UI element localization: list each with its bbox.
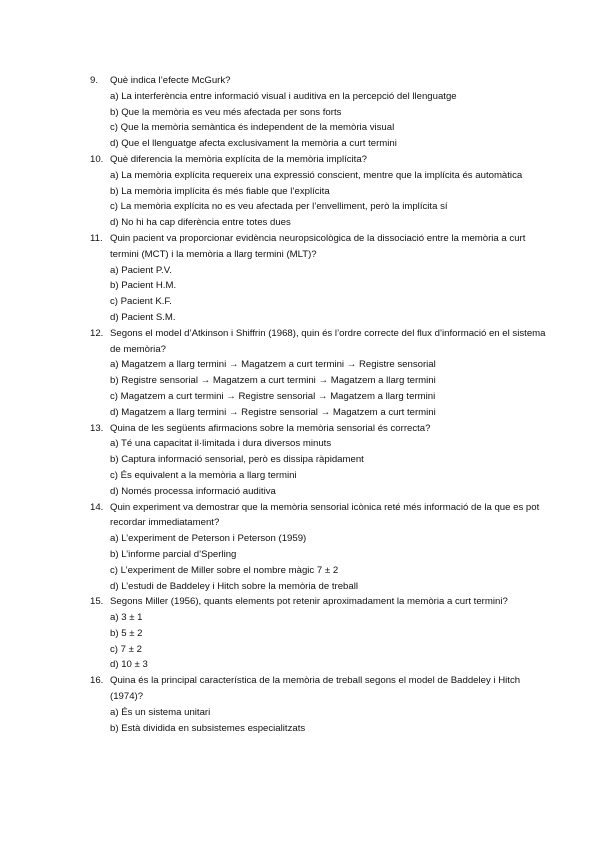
question-text: Quin pacient va proporcionar evidència neuropsicològica de la dissociació entre la memòria a curt termini (MCT) i la memòria a llarg termini (MLT)? (110, 232, 526, 260)
option-d: d) 10 ± 3 (110, 659, 148, 671)
question-14 (90, 500, 560, 595)
option-b: b) Que la memòria es veu més afectada per sons forts (110, 106, 342, 118)
option-c: c) Magatzem a curt termini → Registre sensorial → Magatzem a llarg termini (110, 390, 436, 402)
option-b: b) Pacient H.M. (110, 280, 177, 292)
question-line (90, 500, 560, 532)
option-a: a) La interferència entre informació visual i auditiva en la percepció del llenguatge (110, 90, 457, 102)
option-b: b) Registre sensorial → Magatzem a curt termini → Magatzem a llarg termini (110, 375, 436, 387)
option-a: a) Té una capacitat il·limitada i dura diversos minuts (110, 438, 332, 450)
option-d: d) Només processa informació auditiva (110, 485, 276, 497)
question-15 (90, 594, 560, 673)
option-b: b) Està dividida en subsistemes especialitzats (110, 722, 306, 734)
question-line (90, 326, 560, 358)
question-number: 11. (90, 232, 103, 244)
option-b: b) Captura informació sensorial, però es dissipa ràpidament (110, 454, 364, 466)
question-10 (90, 152, 560, 231)
question-number: 12. (90, 327, 104, 339)
question-number: 15. (90, 596, 104, 608)
question-line (90, 73, 560, 89)
question-text: Segons Miller (1956), quants elements pot retenir aproximadament la memòria a curt termini? (110, 596, 508, 608)
question-text: Què indica l’efecte McGurk? (110, 75, 231, 86)
question-line (90, 594, 560, 610)
question-text: Quin experiment va demostrar que la memòria sensorial icònica reté més informació de la que es pot recordar immediatament? (110, 501, 540, 529)
question-text: Quina de les següents afirmacions sobre la memòria sensorial és correcta? (110, 422, 431, 434)
option-d: d) Que el llenguatge afecta exclusivament la memòria a curt termini (110, 138, 397, 150)
option-c: c) Que la memòria semàntica és independent de la memòria visual (110, 122, 395, 134)
question-line (90, 673, 560, 705)
question-11 (90, 231, 560, 326)
option-b: b) 5 ± 2 (110, 627, 143, 639)
question-line (90, 231, 560, 263)
question-number: 14. (90, 501, 104, 513)
question-line (90, 152, 560, 168)
question-12 (90, 326, 560, 421)
question-number: 13. (90, 422, 104, 434)
option-b: b) L’informe parcial d’Sperling (110, 548, 237, 560)
option-c: c) L’experiment de Miller sobre el nombre màgic 7 ± 2 (110, 564, 339, 576)
option-a: a) Pacient P.V. (110, 264, 172, 276)
question-text: Quina és la principal característica de la memòria de treball segons el model de Baddeley i Hitch (1974)? (110, 675, 521, 703)
question-number: 16. (90, 675, 104, 687)
option-a: a) 3 ± 1 (110, 612, 143, 624)
option-a: a) És un sistema unitari (110, 706, 211, 718)
option-c: c) 7 ± 2 (110, 643, 142, 655)
option-a: a) L’experiment de Peterson i Peterson (1959) (110, 533, 307, 545)
option-a: a) Magatzem a llarg termini → Magatzem a curt termini → Registre sensorial (110, 359, 436, 371)
question-9 (90, 73, 560, 152)
option-c: c) Pacient K.F. (110, 296, 172, 308)
question-number: 9. (90, 75, 99, 86)
question-line (90, 421, 560, 437)
question-text: Segons el model d’Atkinson i Shiffrin (1968), quin és l’ordre correcte del flux d’informació en el sistema de memòria? (110, 327, 546, 355)
option-d: d) Pacient S.M. (110, 311, 176, 323)
option-c: c) És equivalent a la memòria a llarg termini (110, 469, 297, 481)
option-d: d) L’estudi de Baddeley i Hitch sobre la memòria de treball (110, 580, 358, 592)
option-d: d) No hi ha cap diferència entre totes dues (110, 217, 291, 229)
option-d: d) Magatzem a llarg termini → Registre sensorial → Magatzem a curt termini (110, 406, 436, 418)
question-16 (90, 673, 560, 736)
question-text: Què diferencia la memòria explícita de la memòria implícita? (110, 153, 368, 165)
question-number: 10. (90, 153, 104, 165)
question-13 (90, 421, 560, 500)
option-a: a) La memòria explícita requereix una expressió conscient, mentre que la implícita és automàtica (110, 169, 523, 181)
option-c: c) La memòria explícita no es veu afectada per l’envelliment, però la implícita sí (110, 201, 448, 213)
option-b: b) La memòria implícita és més fiable que l’explícita (110, 185, 330, 197)
